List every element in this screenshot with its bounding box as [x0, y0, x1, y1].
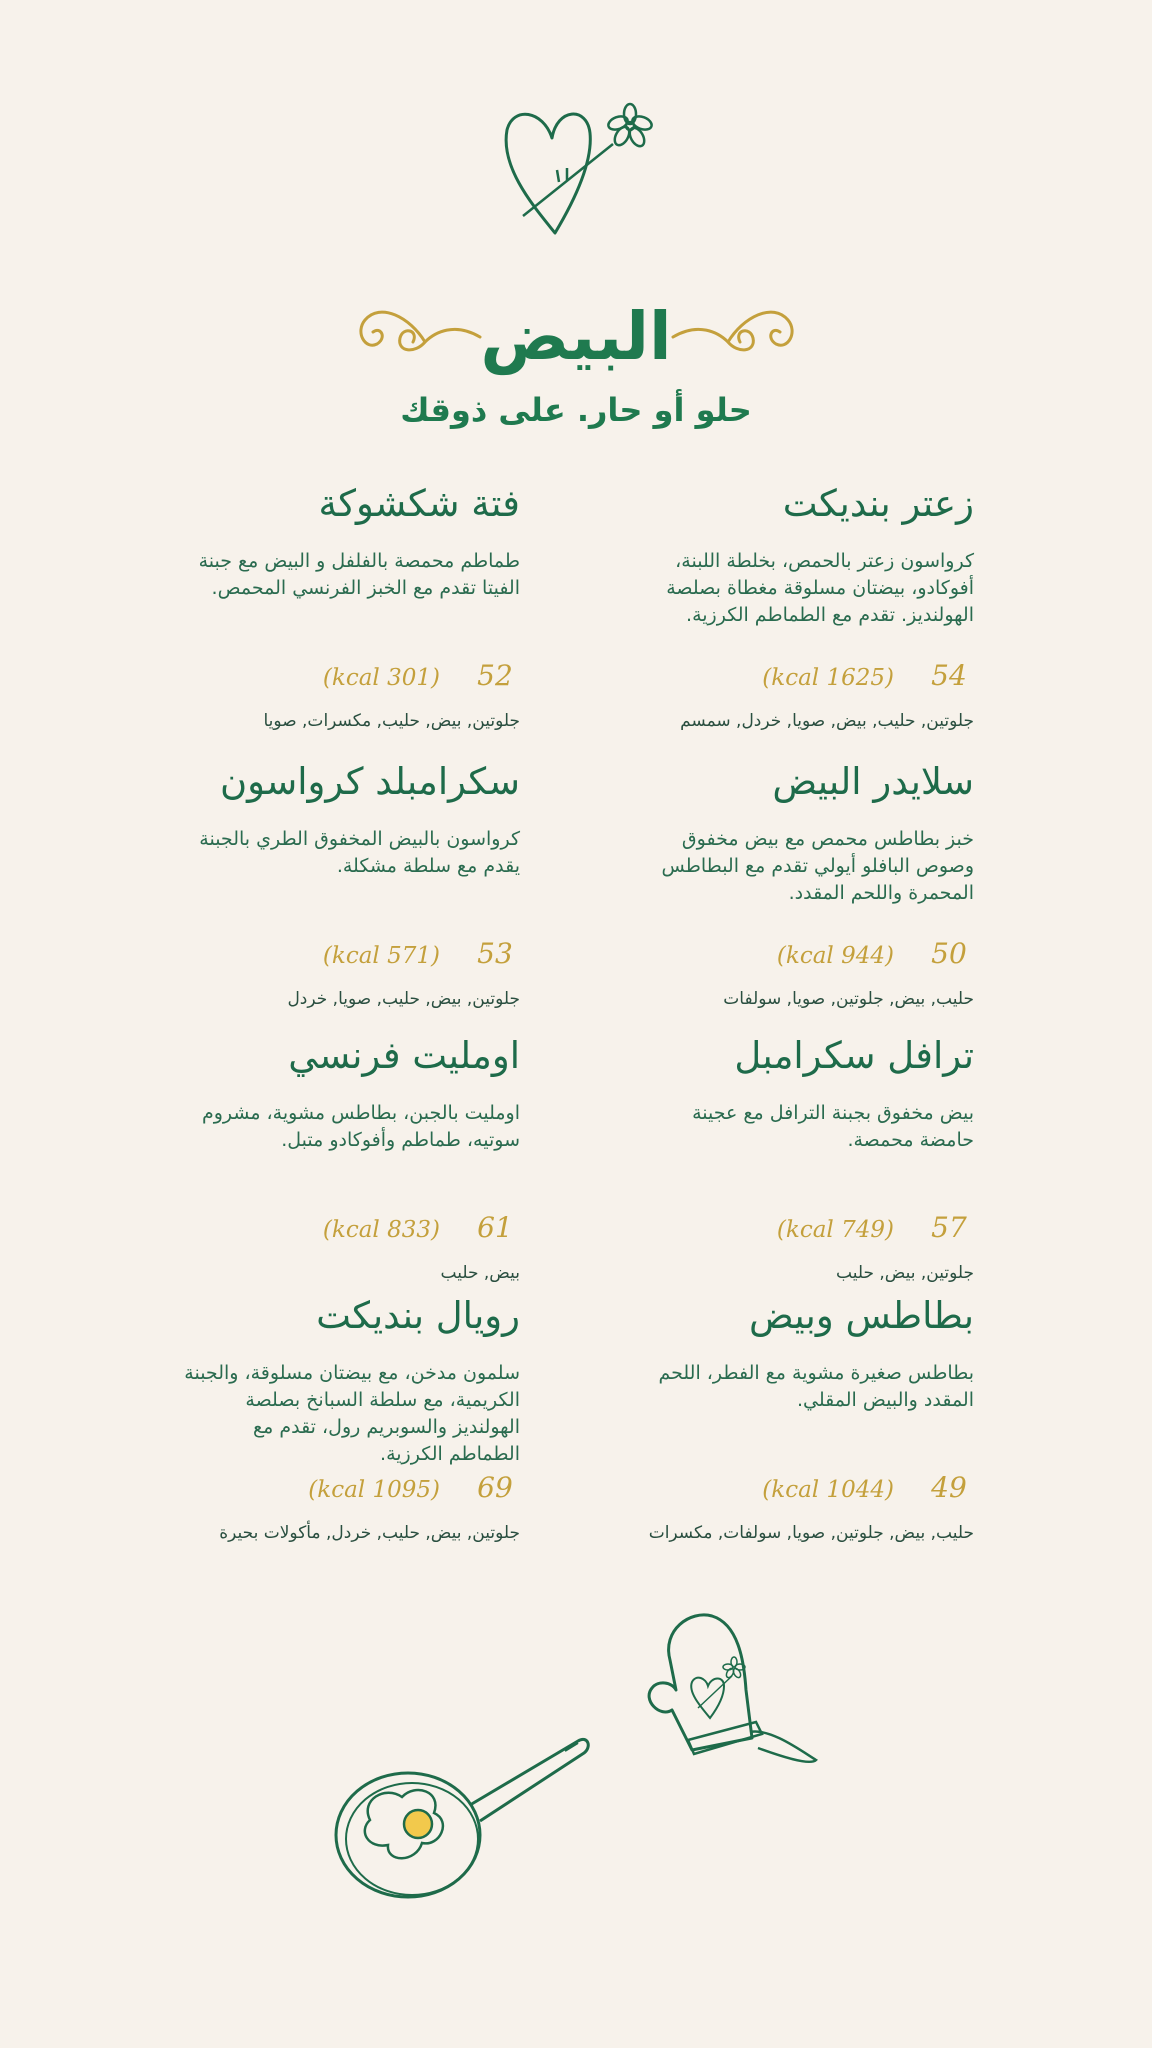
page-subtitle: حلو أو حار. على ذوقك — [400, 391, 752, 429]
item-description: كرواسون بالبيض المخفوق الطري بالجبنة يقدم مع سلطة مشكلة. — [199, 828, 520, 877]
swirl-ornament-icon — [355, 302, 485, 362]
price-row — [180, 1208, 520, 1248]
price-row — [180, 656, 520, 696]
item-calories: (301 kcal) — [322, 665, 440, 691]
item-description: اومليت بالجبن، بطاطس مشوية، مشروم سوتيه، طماطم وأفوكادو متبل. — [201, 1102, 520, 1151]
menu-item[interactable] — [634, 756, 974, 1012]
item-price: 57 — [931, 1211, 967, 1244]
menu-item[interactable] — [180, 756, 520, 1012]
item-price: 53 — [477, 937, 513, 970]
item-price: 50 — [931, 937, 967, 970]
item-name: زعتر بنديكت — [782, 482, 974, 525]
item-price: 69 — [477, 1471, 513, 1504]
item-calories: (833 kcal) — [322, 1217, 440, 1243]
item-name: ترافل سكرامبل — [734, 1034, 974, 1077]
price-row — [180, 934, 520, 974]
item-name: فتة شكشوكة — [318, 482, 520, 525]
item-name: رويال بنديكت — [316, 1294, 520, 1337]
menu-item[interactable] — [180, 1290, 520, 1546]
heart-flower-icon — [495, 98, 665, 243]
item-allergens: جلوتين, بيض, حليب, خردل, مأكولات بحيرة — [219, 1523, 520, 1543]
menu-item[interactable] — [634, 1290, 974, 1546]
oven-mitt-icon — [640, 1610, 820, 1775]
swirl-ornament-icon — [668, 302, 798, 362]
item-price: 52 — [477, 659, 513, 692]
item-name: سكرامبلد كرواسون — [219, 760, 520, 803]
item-price: 49 — [931, 1471, 967, 1504]
item-name: اومليت فرنسي — [288, 1034, 520, 1077]
price-row — [634, 1208, 974, 1248]
item-calories: (944 kcal) — [776, 943, 894, 969]
price-row — [180, 1468, 520, 1508]
item-allergens: جلوتين, بيض, حليب, مكسرات, صويا — [263, 711, 520, 731]
price-row — [634, 1468, 974, 1508]
item-calories: (1625 kcal) — [762, 665, 894, 691]
menu-item[interactable] — [634, 1030, 974, 1286]
item-allergens: جلوتين, بيض, حليب — [836, 1263, 974, 1283]
item-allergens: جلوتين, حليب, بيض, صويا, خردل, سمسم — [680, 711, 974, 731]
price-row — [634, 934, 974, 974]
item-allergens: بيض, حليب — [440, 1263, 520, 1283]
item-calories: (1044 kcal) — [762, 1477, 894, 1503]
item-calories: (749 kcal) — [776, 1217, 894, 1243]
price-row — [634, 656, 974, 696]
menu-item[interactable] — [634, 478, 974, 734]
item-allergens: حليب, بيض, جلوتين, صويا, سولفات — [723, 989, 974, 1009]
item-allergens: حليب, بيض, جلوتين, صويا, سولفات, مكسرات — [648, 1523, 974, 1543]
item-price: 54 — [931, 659, 967, 692]
item-description: طماطم محمصة بالفلفل و البيض مع جبنة الفيتا تقدم مع الخبز الفرنسي المحمص. — [198, 550, 520, 599]
item-name: بطاطس وبيض — [749, 1294, 974, 1337]
item-allergens: جلوتين, بيض, حليب, صويا, خردل — [287, 989, 520, 1009]
item-description: بطاطس صغيرة مشوية مع الفطر، اللحم المقدد والبيض المقلي. — [658, 1362, 974, 1411]
item-calories: (571 kcal) — [322, 943, 440, 969]
item-price: 61 — [477, 1211, 513, 1244]
page-title: البيض — [480, 298, 672, 375]
frying-pan-egg-icon — [330, 1725, 590, 1905]
item-name: سلايدر البيض — [772, 760, 974, 803]
item-description: كرواسون زعتر بالحمص، بخلطة اللبنة، أفوكادو، بيضتان مسلوقة مغطاة بصلصة الهولنديز. تقدم مع الطماطم الكرزية. — [666, 550, 974, 626]
menu-item[interactable] — [180, 478, 520, 734]
item-description: بيض مخفوق بجبنة الترافل مع عجينة حامضة محمصة. — [692, 1102, 974, 1151]
item-calories: (1095 kcal) — [308, 1477, 440, 1503]
menu-item[interactable] — [180, 1030, 520, 1286]
item-description: خبز بطاطس محمص مع بيض مخفوق وصوص البافلو أيولي تقدم مع البطاطس المحمرة واللحم المقدد. — [661, 828, 974, 904]
item-description: سلمون مدخن، مع بيضتان مسلوقة، والجبنة الكريمية، مع سلطة السبانخ بصلصة الهولنديز والسوبريم رول، تقدم مع الطماطم الكرزية. — [184, 1362, 520, 1465]
